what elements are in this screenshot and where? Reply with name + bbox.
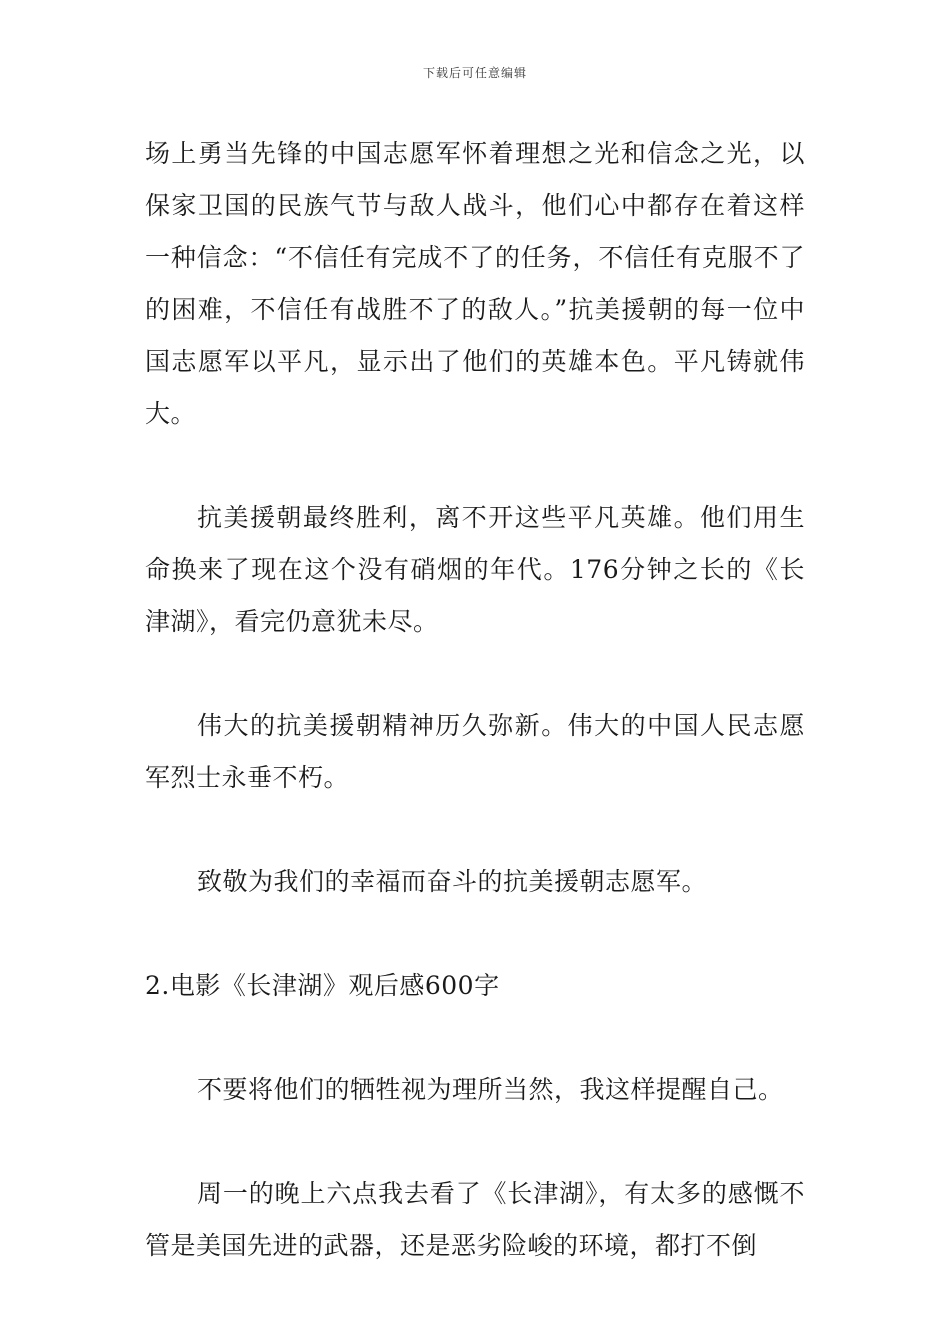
document-body	[145, 128, 805, 1272]
paragraph-3: 伟大的抗美援朝精神历久弥新。伟大的中国人民志愿军烈士永垂不朽。	[145, 711, 805, 792]
paragraph-4: 致敬为我们的幸福而奋斗的抗美援朝志愿军。	[197, 867, 708, 896]
paragraph-5: 不要将他们的牺牲视为理所当然，我这样提醒自己。	[197, 1075, 784, 1104]
paragraph-2: 抗美援朝最终胜利，离不开这些平凡英雄。他们用生命换来了现在这个没有硝烟的年代。176分钟之长的《长津湖》，看完仍意犹未尽。	[145, 503, 805, 636]
page-header: 下载后可任意编辑	[422, 66, 527, 80]
section-heading: 2.电影《长津湖》观后感600字	[145, 971, 500, 1000]
paragraph-1: 场上勇当先锋的中国志愿军怀着理想之光和信念之光，以保家卫国的民族气节与敌人战斗，他们心中都存在着这样一种信念：“不信任有完成不了的任务，不信任有克服不了的困难，不信任有战胜不了的敌人。”抗美援朝的每一位中国志愿军以平凡，显示出了他们的英雄本色。平凡铸就伟大。	[145, 139, 805, 428]
paragraph-6: 周一的晚上六点我去看了《长津湖》，有太多的感慨不管是美国先进的武器，还是恶劣险峻的环境，都打不倒	[145, 1179, 805, 1260]
